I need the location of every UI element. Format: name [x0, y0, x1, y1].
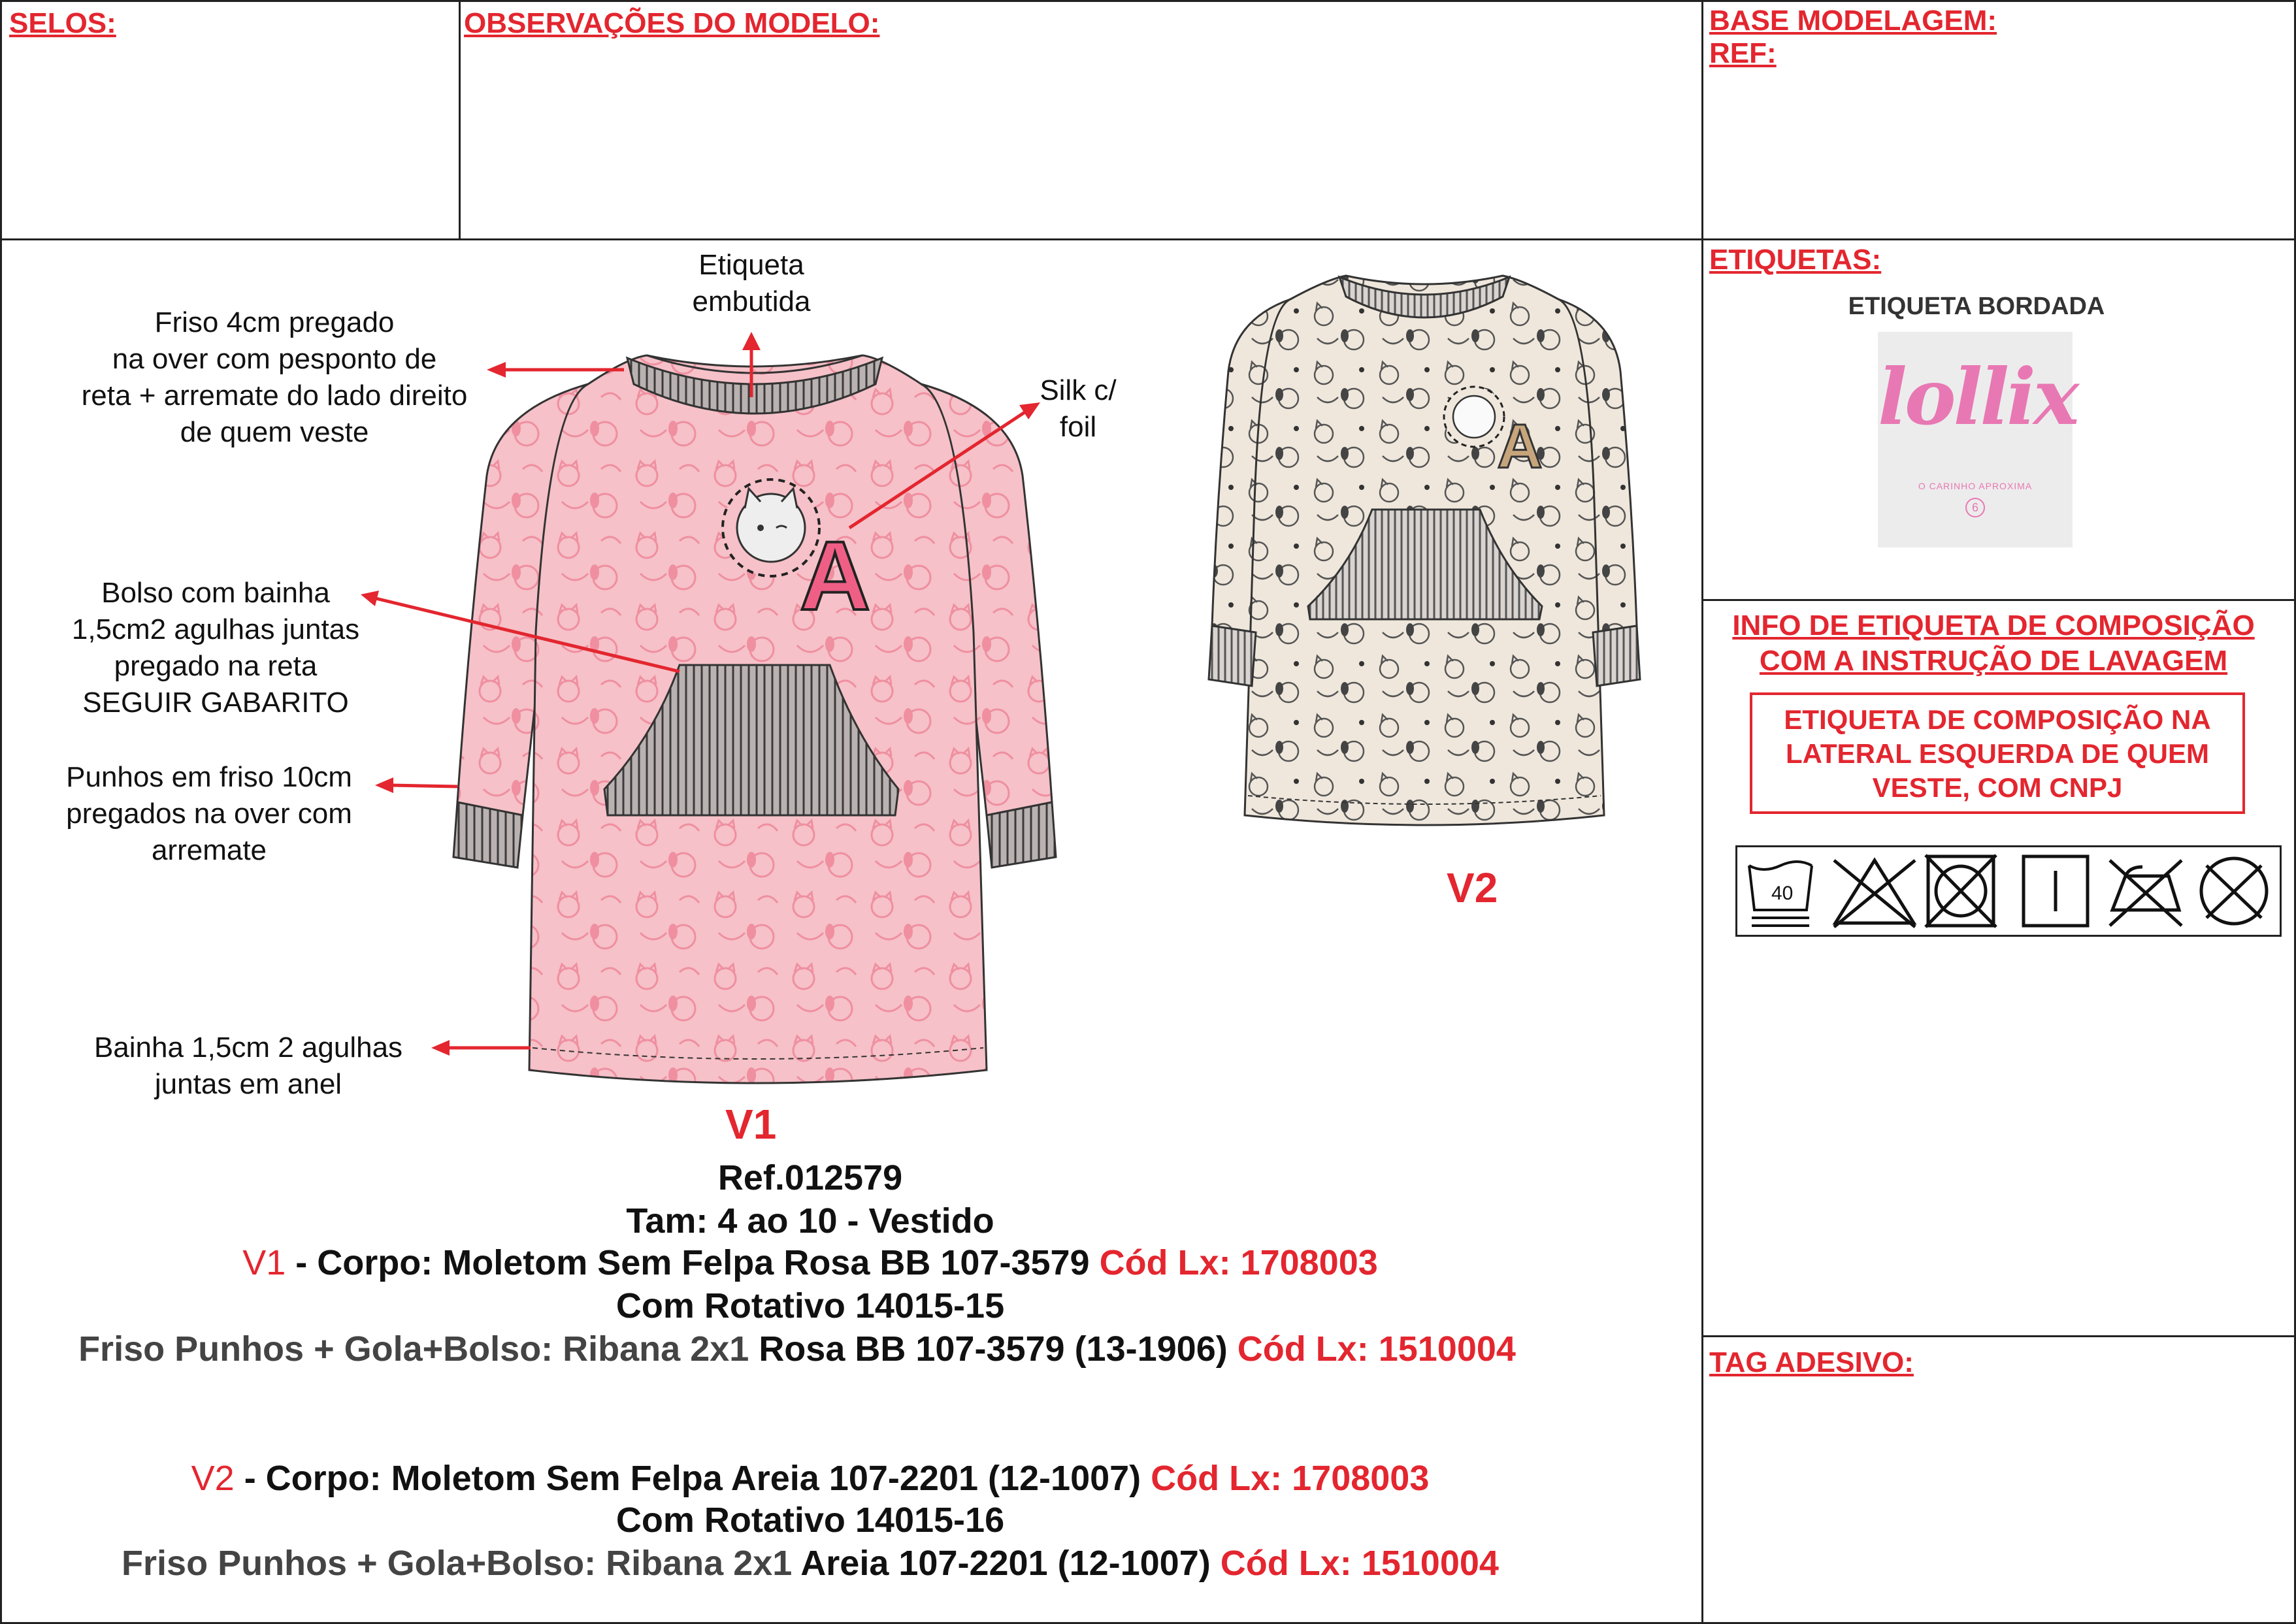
note-silk-line: foil: [1059, 411, 1097, 443]
note-bainha-line: Bainha 1,5cm 2 agulhas: [93, 1031, 403, 1064]
spec-v1-friso-color: Rosa BB 107-3579 (13-1906): [759, 1329, 1238, 1369]
note-bolso-line: pregado na reta: [114, 650, 318, 682]
spec-v2-rotativo: Com Rotativo 14015-16: [615, 1501, 1005, 1540]
v2-left-cuff: [1209, 626, 1256, 686]
v2-right-cuff: [1593, 626, 1640, 686]
etiquetas-header: ETIQUETAS:: [1709, 244, 1882, 276]
note-bainha: [52, 1030, 444, 1103]
note-bolso-line: Bolso com bainha: [101, 577, 330, 609]
v1-label: V1: [725, 1101, 777, 1148]
arrow-bainha: [431, 1040, 531, 1056]
brand-logo: lollix: [1878, 351, 2077, 442]
spec-v2-corpo: [0, 1457, 1620, 1500]
brand-tagline: O CARINHO APROXIMA: [1918, 481, 2033, 491]
spec-v1-corpo: [0, 1241, 1620, 1284]
tag-adesivo-header: TAG ADESIVO:: [1709, 1346, 1914, 1378]
note-friso-line: reta + arremate do lado direito: [81, 380, 468, 412]
composition-note-line-2: LATERAL ESQUERDA DE QUEM: [1786, 738, 2209, 769]
note-punhos: [20, 759, 399, 869]
note-bolso-line: 1,5cm2 agulhas juntas: [71, 613, 360, 645]
observacoes-header: OBSERVAÇÕES DO MODELO:: [464, 7, 880, 39]
size-badge: 6: [1965, 498, 1985, 517]
spec-v1-friso-cod: Cód Lx: 1510004: [1237, 1329, 1516, 1369]
note-bainha-line: juntas em anel: [154, 1068, 342, 1100]
spec-v1-rotativo: Com Rotativo 14015-15: [615, 1286, 1005, 1325]
note-etiqueta-line: Etiqueta: [698, 249, 804, 281]
info-composicao-header-2: COM A INSTRUÇÃO DE LAVAGEM: [1759, 645, 2228, 677]
info-composicao-header-1: INFO DE ETIQUETA DE COMPOSIÇÃO: [1732, 609, 2255, 641]
spec-v1-friso-label: Friso Punhos + Gola+Bolso: Ribana 2x1: [78, 1329, 759, 1369]
spec-v2-tag: V2: [191, 1459, 235, 1498]
v1-dress: [453, 355, 1056, 1083]
note-bolso-line: SEGUIR GABARITO: [82, 687, 349, 719]
line-dry-icon: [2024, 856, 2088, 926]
note-etiqueta-line: embutida: [692, 285, 811, 317]
v2-dress: [1209, 276, 1640, 825]
note-punhos-line: pregados na over com: [66, 798, 352, 830]
composition-note-line-3: VESTE, COM CNPJ: [1872, 772, 2123, 803]
care-symbols-svg: [1737, 847, 2280, 935]
note-friso-line: de quem veste: [180, 416, 369, 448]
spec-v1-tag: V1: [242, 1243, 286, 1282]
no-bleach-icon: [1834, 860, 1915, 927]
ref-header: REF:: [1709, 37, 1777, 69]
spec-v2-friso-label: Friso Punhos + Gola+Bolso: Ribana 2x1: [122, 1544, 801, 1583]
label-title: ETIQUETA BORDADA: [1848, 293, 2105, 320]
no-tumble-dry-icon: [1926, 855, 1996, 927]
note-silk: [1013, 372, 1143, 446]
spec-ref: Ref.012579: [717, 1158, 903, 1197]
spec-v2-corpo-text: - Corpo: Moletom Sem Felpa Areia 107-2201 (12-1007): [234, 1459, 1151, 1498]
no-iron-icon: [2110, 860, 2182, 926]
base-modelagem-header: BASE MODELAGEM:: [1709, 5, 1997, 37]
v2-label: V2: [1447, 864, 1498, 911]
v2-badge-letter: A: [1497, 412, 1543, 481]
note-friso-line: Friso 4cm pregado: [154, 306, 395, 338]
spec-v2-friso: [0, 1542, 1620, 1585]
note-punhos-line: arremate: [151, 834, 267, 866]
note-punhos-line: Punhos em friso 10cm: [66, 761, 352, 793]
care-symbols-strip: [1735, 845, 2282, 937]
composition-note-box: [1750, 692, 2245, 814]
brand-label-image: [1878, 332, 2077, 547]
note-silk-line: Silk c/: [1040, 374, 1117, 406]
spec-v2-friso-color: Areia 107-2201 (12-1007): [800, 1544, 1221, 1583]
selos-header: SELOS:: [9, 7, 116, 39]
spec-v1-friso: [0, 1327, 1594, 1371]
composition-note-line-1: ETIQUETA DE COMPOSIÇÃO NA: [1784, 704, 2211, 735]
spec-v1-cod: Cód Lx: 1708003: [1099, 1243, 1378, 1282]
spec-v2-cod: Cód Lx: 1708003: [1151, 1459, 1430, 1498]
spec-v2-friso-cod: Cód Lx: 1510004: [1220, 1544, 1499, 1583]
wash-temp-text: 40: [1771, 883, 1794, 904]
note-friso-line: na over com pesponto de: [112, 343, 437, 375]
spec-v1-corpo-text: - Corpo: Moletom Sem Felpa Rosa BB 107-3579: [286, 1243, 1100, 1282]
note-etiqueta: [653, 247, 849, 320]
v1-badge-letter: A: [799, 521, 871, 630]
no-dry-clean-icon: [2201, 858, 2267, 924]
note-bolso: [26, 575, 405, 721]
spec-tam: Tam: 4 ao 10 - Vestido: [626, 1201, 994, 1241]
note-friso: [39, 304, 510, 451]
